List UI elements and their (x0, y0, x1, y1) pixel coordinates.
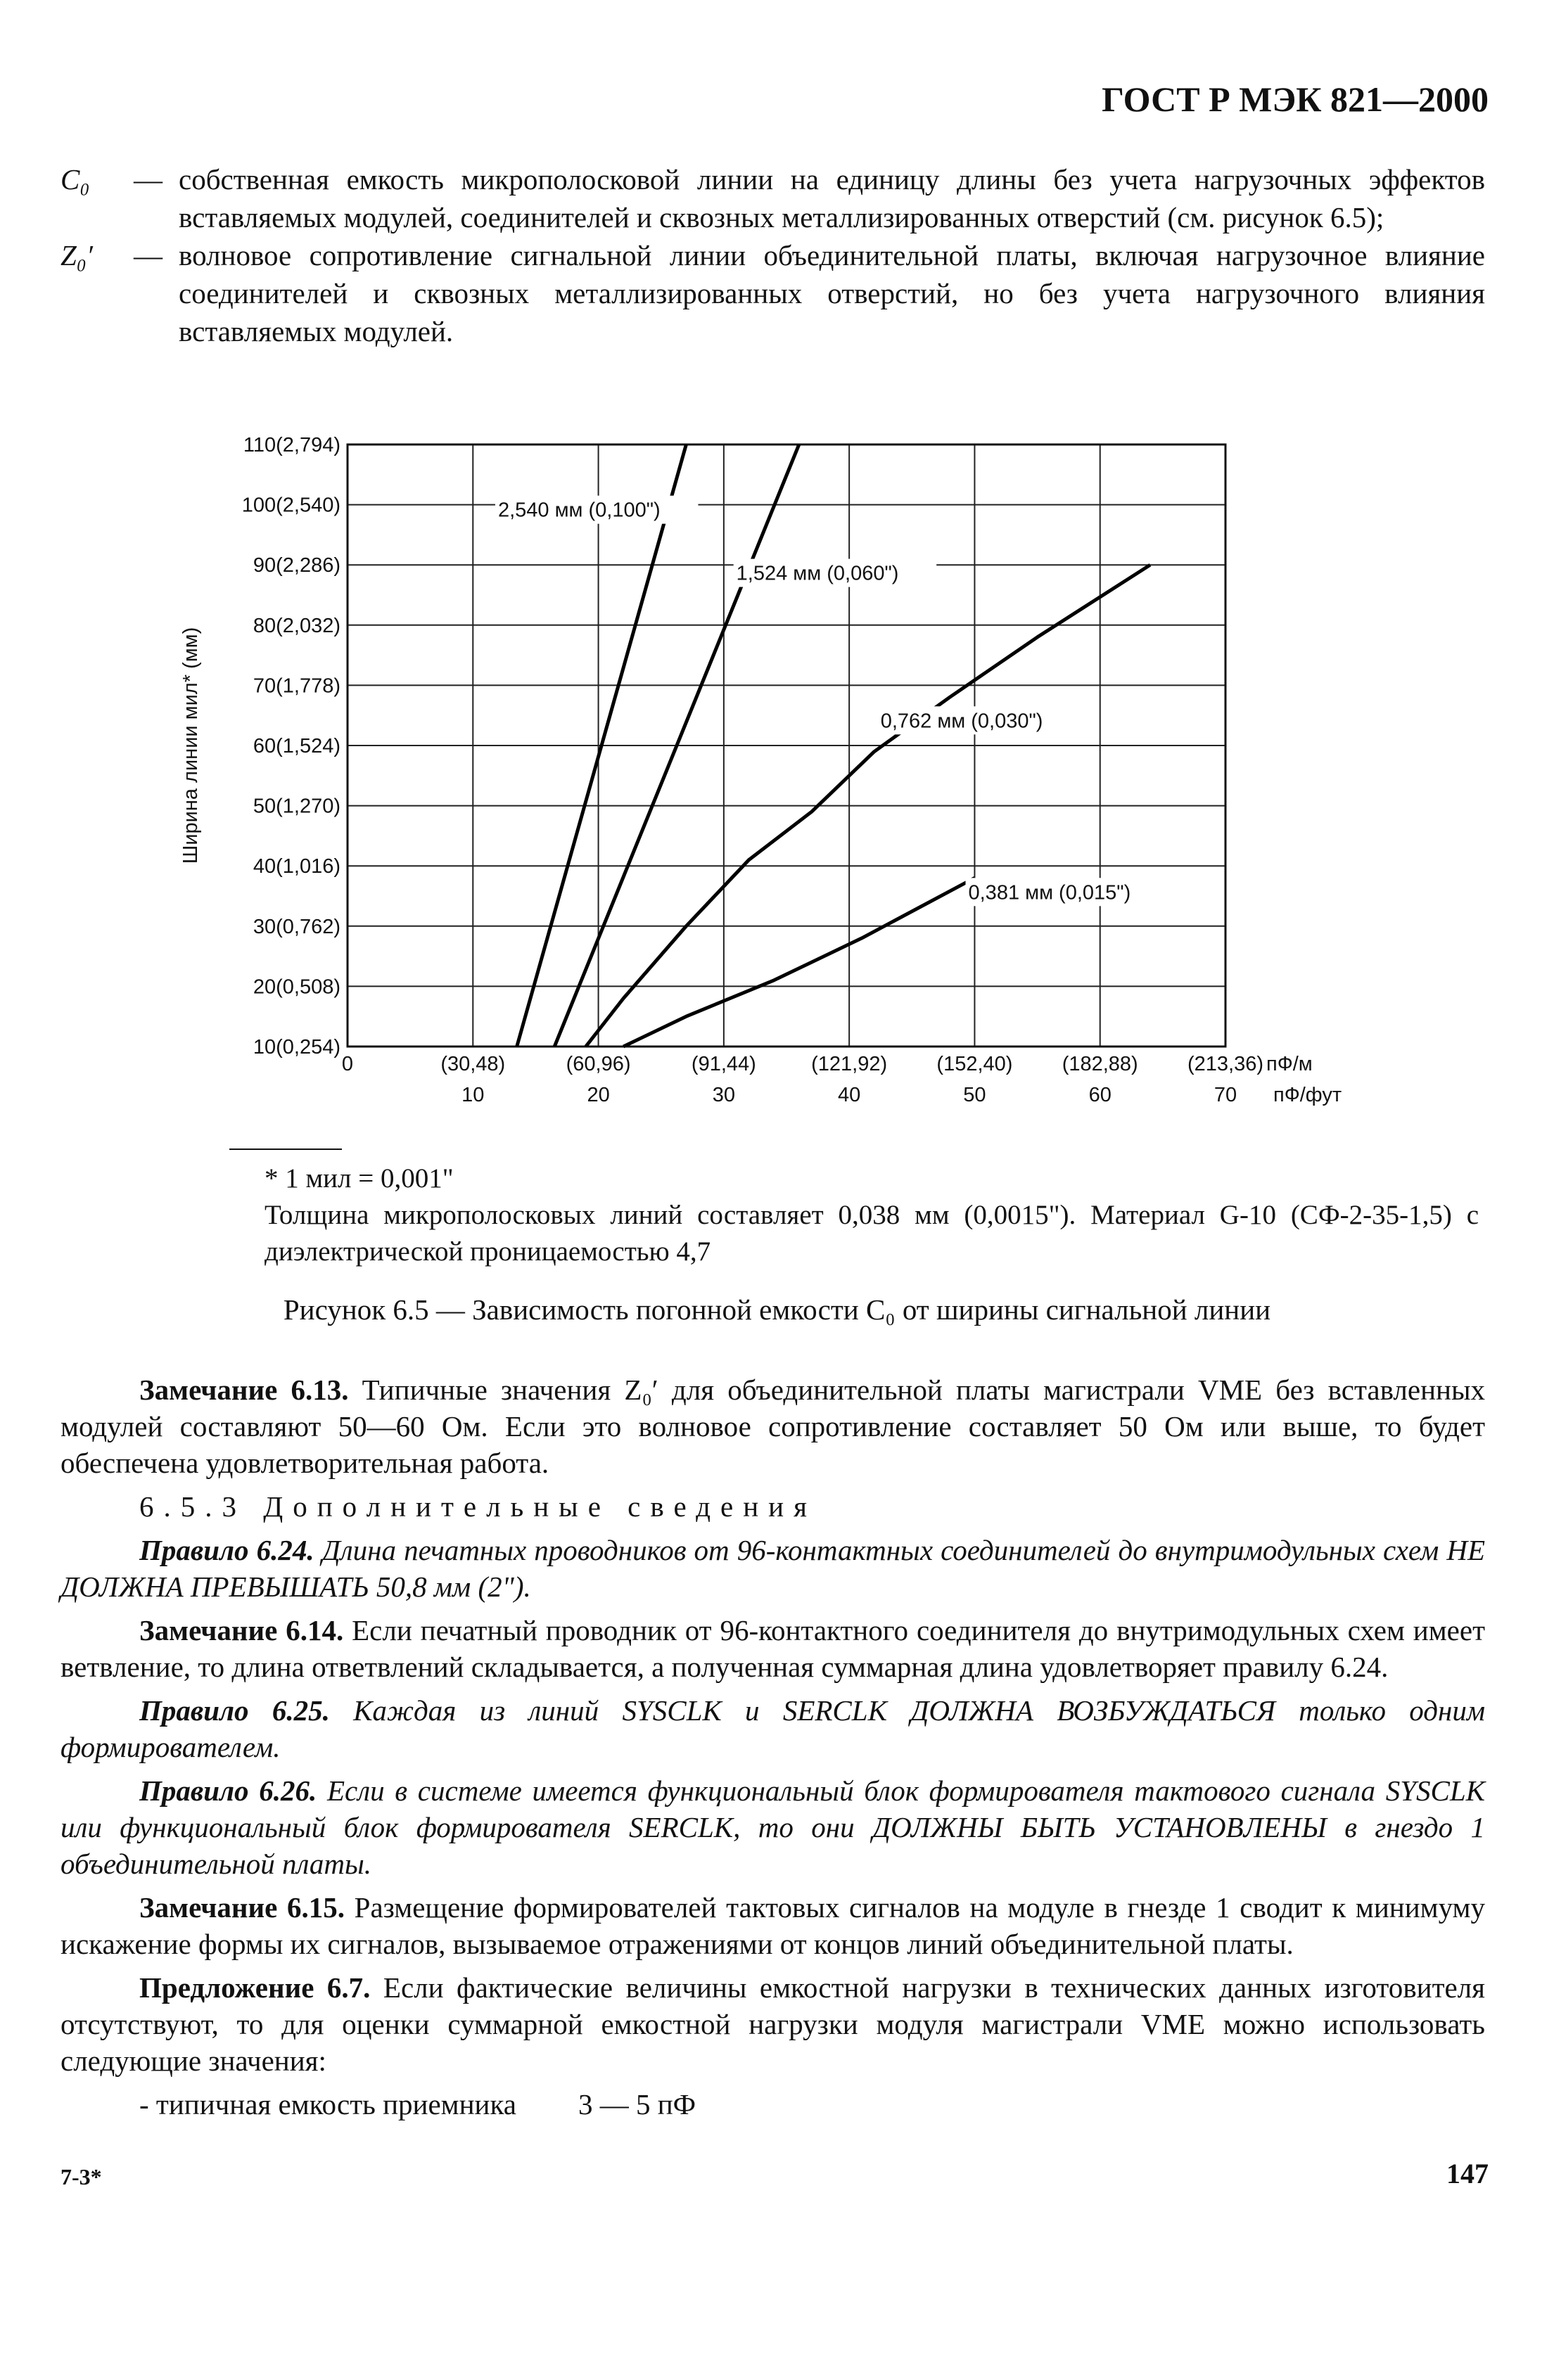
list-item-label: - типичная емкость приемника (139, 2088, 516, 2120)
series-line (623, 878, 974, 1047)
series-label: 2,540 мм (0,100") (497, 499, 661, 522)
rule-label: Правило 6.25. (139, 1694, 330, 1727)
y-tick-label: 110(2,794) (243, 434, 340, 456)
rule-6-26 (60, 1772, 1485, 1882)
proposal-text: Если фактические величины емкостной нагрузки в технических данных изготовителя отсутствуют, то для оценки суммарной емкостной нагрузки модуля магистрали VME можно использовать следующие значения: (60, 1971, 1486, 2077)
figure-caption: Рисунок 6.5 — Зависимость погонной емкости C₀ от ширины сигнальной линии (283, 1293, 1271, 1326)
list-item-value: 3 — 5 пФ (578, 2088, 696, 2120)
series-label: 0,762 мм (0,030") (880, 710, 1043, 733)
note-6-15 (60, 1889, 1485, 1962)
y-tick-label: 90(2,286) (253, 554, 340, 577)
y-tick-label: 70(1,778) (253, 674, 340, 698)
y-axis-title: Ширина линии мил* (мм) (179, 627, 202, 864)
x-tick-label-metric: 0 (341, 1053, 354, 1075)
x-tick-label-feet: 40 (838, 1084, 861, 1106)
proposal-6-7 (60, 1969, 1485, 2079)
note-label: Замечание 6.15. (139, 1891, 345, 1924)
x-tick-label-metric: (121,92) (811, 1053, 888, 1075)
note-text: Если печатный проводник от 96-контактного соединителя до внутримодульных схем имеет ветвление, то длина ответвлений складывается, а полученная суммарная длина удовлетворяет правилу 6.24. (60, 1614, 1485, 1683)
proposal-label: Предложение 6.7. (139, 1971, 371, 2004)
x-unit-feet: пФ/фут (1273, 1084, 1342, 1106)
series-label: 1,524 мм (0,060") (736, 562, 899, 585)
definition-text: волновое сопротивление сигнальной линии объединительной платы, включая нагрузочное влияние соединителей и сквозных металлизированных отверстий, но без учета нагрузочного влияния вставляемых модулей. (179, 239, 1485, 347)
page-number: 147 (1446, 2158, 1489, 2189)
body-text (60, 1371, 1485, 2123)
y-tick-label: 30(0,762) (253, 915, 340, 938)
section-heading: 6.5.3 Дополнительные сведения (139, 1490, 817, 1523)
footnote-material: Толщина микрополосковых линий составляет 0,038 мм (0,0015"). Материал G-10 (СФ-2-35-1,5) с диэлектрической проницаемостью 4,7 (265, 1200, 1479, 1267)
series-label: 0,381 мм (0,015") (968, 881, 1131, 904)
x-tick-label-feet: 10 (461, 1084, 485, 1106)
definition-symbol: C₀ (60, 163, 90, 196)
page-id: 7-3* (60, 2164, 102, 2189)
definition-text: собственная емкость микрополосковой линии на единицу длины без учета нагрузочных эффектов вставляемых модулей, соединителей и сквозных металлизированных отверстий (см. рисунок 6.5); (179, 163, 1485, 233)
x-tick-label-feet: 70 (1214, 1084, 1237, 1106)
note-label: Замечание 6.13. (139, 1374, 349, 1406)
rule-label: Правило 6.26. (139, 1774, 317, 1807)
rule-6-24 (60, 1532, 1485, 1605)
y-tick-label: 20(0,508) (253, 975, 340, 999)
x-tick-label-metric: (91,44) (691, 1053, 756, 1075)
definition-z0 (60, 236, 1485, 350)
y-tick-label: 60(1,524) (253, 735, 340, 757)
list-item (60, 2086, 1485, 2123)
x-tick-label-metric: (30,48) (440, 1053, 506, 1075)
definition-dash: — (134, 239, 163, 271)
x-tick-label-metric: (152,40) (936, 1053, 1013, 1075)
note-text: Типичные значения Z₀′ для объединительной платы магистрали VME без вставленных модулей составляют 50—60 Ом. Если это волновое сопротивление составляет 50 Ом или выше, то будет обеспечена удовлетворительная работа. (60, 1374, 1485, 1479)
x-tick-label-metric: (60,96) (566, 1053, 631, 1075)
x-tick-label-feet: 50 (963, 1084, 986, 1106)
footnote-rule (229, 1149, 342, 1150)
capacitance-chart (0, 408, 1554, 1139)
rule-label: Правило 6.24. (139, 1534, 314, 1566)
x-tick-label-feet: 30 (712, 1084, 735, 1106)
x-tick-label-metric: (182,88) (1062, 1053, 1138, 1075)
y-tick-label: 10(0,254) (253, 1036, 340, 1058)
definition-symbol: Z₀′ (60, 239, 94, 271)
rule-text: Длина печатных проводников от 96-контактных соединителей до внутримодульных схем НЕ ДОЛЖНА ПРЕВЫШАТЬ 50,8 мм (2"). (60, 1534, 1485, 1603)
figure-footnotes (177, 1160, 1479, 1270)
y-tick-label: 40(1,016) (253, 855, 340, 878)
note-6-13 (60, 1371, 1485, 1481)
x-tick-label-metric: (213,36) (1187, 1053, 1264, 1075)
definition-dash: — (134, 163, 163, 196)
note-6-14 (60, 1612, 1485, 1685)
y-tick-label: 50(1,270) (253, 795, 340, 818)
x-tick-label-feet: 20 (587, 1084, 610, 1106)
definitions-list (60, 160, 1485, 350)
footnote-mil: * 1 мил = 0,001" (265, 1163, 454, 1194)
note-text: Размещение формирователей тактовых сигналов на модуле в гнезде 1 сводит к минимуму искажение формы их сигналов, вызываемое отражениями от концов линий объединительной платы. (60, 1891, 1485, 1960)
rule-text: Каждая из линий SYSCLK и SERCLK ДОЛЖНА ВОЗБУЖДАТЬСЯ только одним формирователем. (60, 1694, 1485, 1763)
rule-6-25 (60, 1692, 1485, 1765)
document-id: ГОСТ Р МЭК 821—2000 (1102, 79, 1489, 119)
y-tick-label: 100(2,540) (241, 494, 340, 517)
y-tick-label: 80(2,032) (253, 614, 340, 637)
definition-c0 (60, 160, 1485, 236)
rule-text: Если в системе имеется функциональный блок формирователя тактового сигнала SYSCLK или функциональный блок формирователя SERCLK, то они ДОЛЖНЫ БЫТЬ УСТАНОВЛЕНЫ в гнездо 1 объединительной платы. (60, 1774, 1485, 1880)
x-unit-metric: пФ/м (1266, 1053, 1313, 1075)
note-label: Замечание 6.14. (139, 1614, 344, 1646)
x-tick-label-feet: 60 (1088, 1084, 1112, 1106)
